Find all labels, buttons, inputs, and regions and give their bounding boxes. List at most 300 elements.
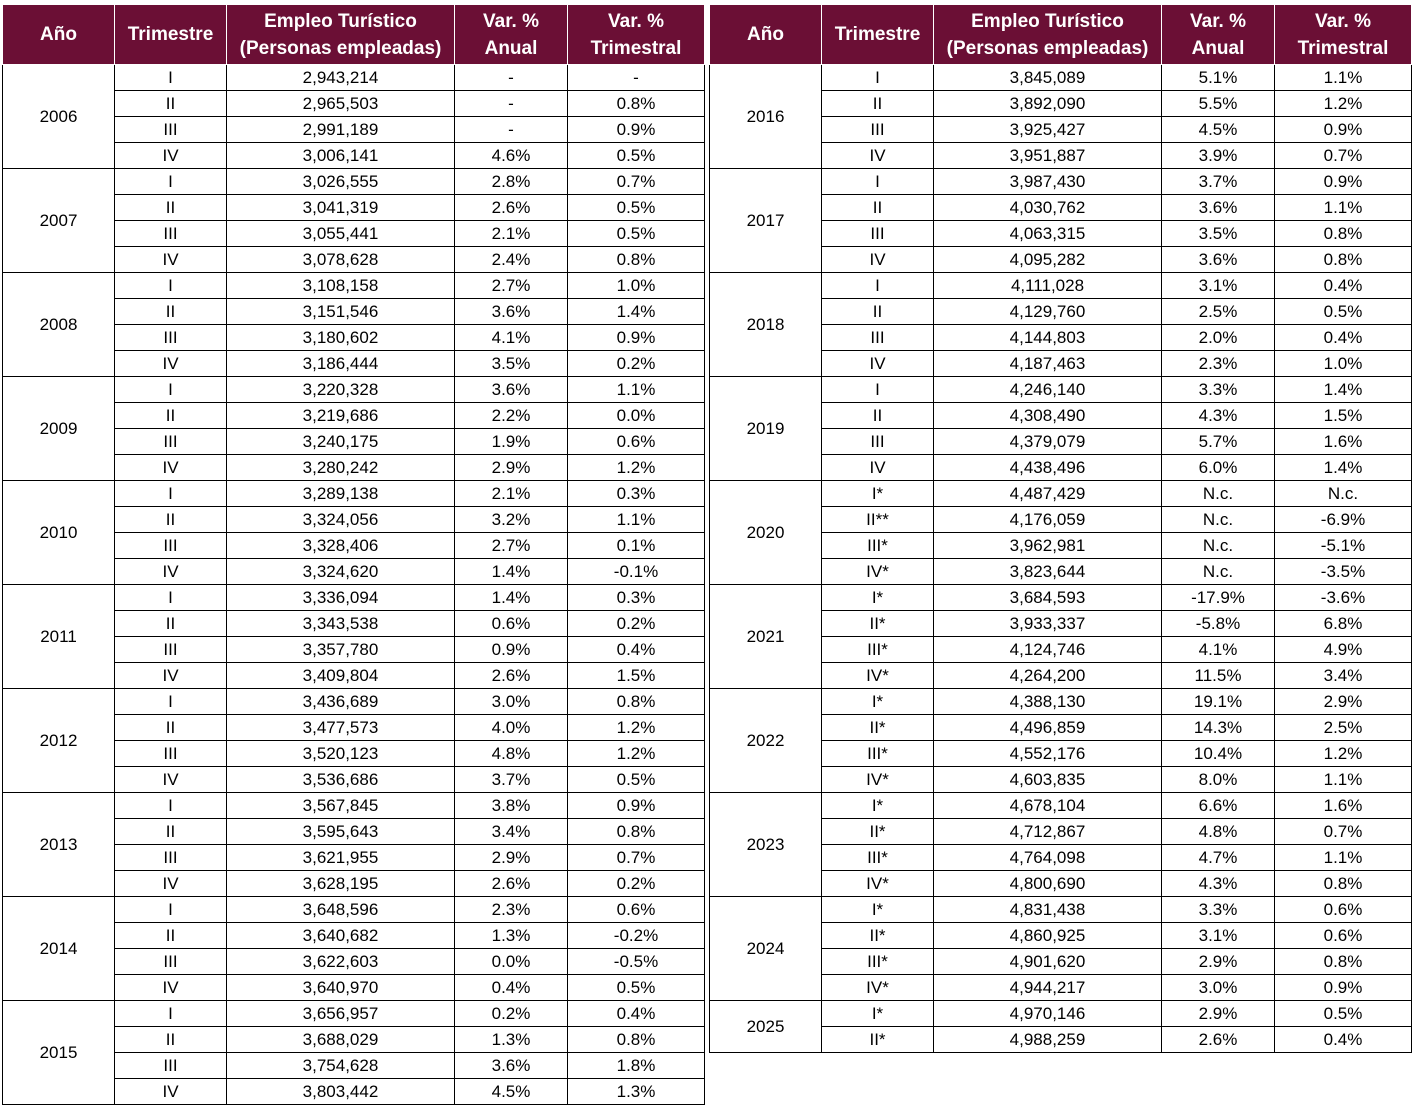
table-row	[3, 689, 705, 715]
employment-cell: 3,151,546	[227, 299, 455, 325]
employment-cell: 4,308,490	[934, 403, 1162, 429]
annual-change-cell: 4.5%	[1162, 117, 1275, 143]
annual-change-cell: 3.5%	[455, 351, 568, 377]
annual-change-cell: 3.1%	[1162, 923, 1275, 949]
employment-cell: 3,987,430	[934, 169, 1162, 195]
year-cell: 2009	[3, 377, 115, 481]
quarterly-change-cell: 0.1%	[568, 533, 705, 559]
employment-cell: 3,409,804	[227, 663, 455, 689]
header-year-label: Año	[747, 24, 784, 45]
quarterly-change-cell: 1.2%	[1275, 741, 1412, 767]
quarter-cell: I	[115, 65, 227, 91]
quarter-cell: IV	[115, 871, 227, 897]
employment-cell: 4,603,835	[934, 767, 1162, 793]
employment-cell: 3,962,981	[934, 533, 1162, 559]
quarterly-change-cell: 0.4%	[568, 637, 705, 663]
year-cell: 2020	[710, 481, 822, 585]
quarterly-change-cell: 1.5%	[568, 663, 705, 689]
quarter-cell: II*	[822, 923, 934, 949]
header-annual-change	[455, 5, 568, 65]
table-row	[710, 585, 1412, 611]
table-row	[710, 65, 1412, 91]
annual-change-cell: 2.1%	[455, 221, 568, 247]
annual-change-cell: 8.0%	[1162, 767, 1275, 793]
quarterly-change-cell: 1.1%	[1275, 195, 1412, 221]
header-quarter-label: Trimestre	[127, 24, 214, 45]
quarter-cell: IV	[115, 975, 227, 1001]
employment-cell: 3,240,175	[227, 429, 455, 455]
quarter-cell: II*	[822, 819, 934, 845]
quarter-cell: I	[822, 377, 934, 403]
quarterly-change-cell: 0.6%	[1275, 923, 1412, 949]
quarterly-change-cell: 0.5%	[568, 767, 705, 793]
quarter-cell: II	[115, 819, 227, 845]
quarter-cell: II	[822, 91, 934, 117]
table-row	[3, 1001, 705, 1027]
quarterly-change-cell: 3.4%	[1275, 663, 1412, 689]
annual-change-cell: 0.2%	[455, 1001, 568, 1027]
employment-cell: 4,388,130	[934, 689, 1162, 715]
header-quarterly-line2: Trimestral	[590, 37, 682, 59]
year-cell: 2013	[3, 793, 115, 897]
employment-cell: 4,678,104	[934, 793, 1162, 819]
quarterly-change-cell: 0.9%	[568, 793, 705, 819]
employment-cell: 3,536,686	[227, 767, 455, 793]
employment-cell: 4,901,620	[934, 949, 1162, 975]
employment-cell: 4,988,259	[934, 1027, 1162, 1053]
quarter-cell: II*	[822, 1027, 934, 1053]
quarter-cell: IV*	[822, 663, 934, 689]
annual-change-cell: 0.0%	[455, 949, 568, 975]
quarterly-change-cell: N.c.	[1275, 481, 1412, 507]
quarterly-change-cell: 0.8%	[568, 247, 705, 273]
employment-cell: 3,220,328	[227, 377, 455, 403]
employment-cell: 4,129,760	[934, 299, 1162, 325]
header-annual-line1: Var. %	[483, 10, 539, 32]
year-cell: 2016	[710, 65, 822, 169]
year-cell: 2023	[710, 793, 822, 897]
quarterly-change-cell: -6.9%	[1275, 507, 1412, 533]
quarterly-change-cell: 0.2%	[568, 871, 705, 897]
employment-cell: 2,991,189	[227, 117, 455, 143]
quarter-cell: III*	[822, 741, 934, 767]
quarter-cell: III*	[822, 949, 934, 975]
header-row	[3, 5, 705, 65]
annual-change-cell: 5.5%	[1162, 91, 1275, 117]
quarter-cell: I	[115, 793, 227, 819]
annual-change-cell: 2.1%	[455, 481, 568, 507]
employment-cell: 4,264,200	[934, 663, 1162, 689]
annual-change-cell: 2.2%	[455, 403, 568, 429]
quarter-cell: III	[822, 429, 934, 455]
annual-change-cell: 4.5%	[455, 1079, 568, 1105]
year-cell: 2022	[710, 689, 822, 793]
header-quarterly-line2: Trimestral	[1297, 37, 1389, 59]
quarterly-change-cell: 0.5%	[568, 975, 705, 1001]
quarter-cell: II	[115, 91, 227, 117]
quarterly-change-cell: 0.2%	[568, 611, 705, 637]
annual-change-cell: 5.7%	[1162, 429, 1275, 455]
annual-change-cell: 3.0%	[1162, 975, 1275, 1001]
header-quarterly-change	[568, 5, 705, 65]
employment-cell: 3,567,845	[227, 793, 455, 819]
quarter-cell: IV	[822, 455, 934, 481]
annual-change-cell: -	[455, 65, 568, 91]
employment-cell: 3,803,442	[227, 1079, 455, 1105]
year-cell: 2019	[710, 377, 822, 481]
employment-cell: 4,187,463	[934, 351, 1162, 377]
employment-cell: 3,754,628	[227, 1053, 455, 1079]
annual-change-cell: -	[455, 91, 568, 117]
year-cell: 2018	[710, 273, 822, 377]
header-annual-line2: Anual	[484, 37, 538, 59]
annual-change-cell: 2.6%	[1162, 1027, 1275, 1053]
quarter-cell: III	[115, 221, 227, 247]
employment-cell: 3,933,337	[934, 611, 1162, 637]
employment-cell: 4,831,438	[934, 897, 1162, 923]
quarterly-change-cell: 1.4%	[1275, 455, 1412, 481]
employment-cell: 4,379,079	[934, 429, 1162, 455]
annual-change-cell: 5.1%	[1162, 65, 1275, 91]
annual-change-cell: 1.3%	[455, 1027, 568, 1053]
annual-change-cell: 4.0%	[455, 715, 568, 741]
employment-cell: 3,595,643	[227, 819, 455, 845]
year-cell: 2017	[710, 169, 822, 273]
quarterly-change-cell: 1.1%	[1275, 845, 1412, 871]
quarterly-change-cell: 0.8%	[568, 91, 705, 117]
table-row	[710, 793, 1412, 819]
employment-cell: 3,684,593	[934, 585, 1162, 611]
quarterly-change-cell: 1.2%	[568, 715, 705, 741]
annual-change-cell: 2.6%	[455, 663, 568, 689]
quarter-cell: IV	[115, 1079, 227, 1105]
header-annual-line2: Anual	[1191, 37, 1245, 59]
quarter-cell: I*	[822, 793, 934, 819]
annual-change-cell: 3.3%	[1162, 377, 1275, 403]
employment-cell: 3,289,138	[227, 481, 455, 507]
header-quarterly-change	[1275, 5, 1412, 65]
quarter-cell: IV	[115, 559, 227, 585]
employment-cell: 3,622,603	[227, 949, 455, 975]
quarterly-change-cell: 0.5%	[568, 195, 705, 221]
header-year-label: Año	[40, 24, 77, 45]
annual-change-cell: -5.8%	[1162, 611, 1275, 637]
quarter-cell: I	[115, 585, 227, 611]
table-row	[3, 585, 705, 611]
employment-cell: 3,055,441	[227, 221, 455, 247]
employment-cell: 3,640,682	[227, 923, 455, 949]
quarter-cell: III	[822, 117, 934, 143]
quarter-cell: I	[115, 897, 227, 923]
year-cell: 2007	[3, 169, 115, 273]
header-quarter-label: Trimestre	[834, 24, 921, 45]
year-cell: 2011	[3, 585, 115, 689]
employment-cell: 3,640,970	[227, 975, 455, 1001]
annual-change-cell: 1.4%	[455, 585, 568, 611]
employment-cell: 3,324,620	[227, 559, 455, 585]
annual-change-cell: 2.4%	[455, 247, 568, 273]
employment-cell: 3,688,029	[227, 1027, 455, 1053]
employment-cell: 4,496,859	[934, 715, 1162, 741]
quarterly-change-cell: 0.5%	[568, 221, 705, 247]
employment-cell: 3,477,573	[227, 715, 455, 741]
quarter-cell: I	[115, 273, 227, 299]
quarter-cell: IV	[115, 143, 227, 169]
annual-change-cell: 3.3%	[1162, 897, 1275, 923]
employment-cell: 3,280,242	[227, 455, 455, 481]
employment-cell: 3,078,628	[227, 247, 455, 273]
header-employment-line1: Empleo Turístico	[971, 10, 1124, 32]
quarter-cell: III	[115, 637, 227, 663]
employment-cell: 3,186,444	[227, 351, 455, 377]
quarter-cell: I*	[822, 1001, 934, 1027]
quarterly-change-cell: 0.6%	[568, 429, 705, 455]
quarter-cell: III	[115, 429, 227, 455]
annual-change-cell: 2.7%	[455, 533, 568, 559]
quarterly-change-cell: 0.6%	[1275, 897, 1412, 923]
annual-change-cell: 19.1%	[1162, 689, 1275, 715]
employment-cell: 3,656,957	[227, 1001, 455, 1027]
employment-cell: 3,648,596	[227, 897, 455, 923]
quarter-cell: II	[115, 715, 227, 741]
annual-change-cell: 2.6%	[455, 871, 568, 897]
quarterly-change-cell: 1.0%	[1275, 351, 1412, 377]
annual-change-cell: 0.9%	[455, 637, 568, 663]
year-cell: 2021	[710, 585, 822, 689]
table-row	[710, 481, 1412, 507]
quarter-cell: II	[115, 1027, 227, 1053]
quarter-cell: I	[822, 65, 934, 91]
annual-change-cell: 11.5%	[1162, 663, 1275, 689]
quarter-cell: I*	[822, 481, 934, 507]
employment-cell: 4,860,925	[934, 923, 1162, 949]
tourism-employment-table-left	[2, 4, 705, 1105]
employment-cell: 3,892,090	[934, 91, 1162, 117]
quarterly-change-cell: -0.2%	[568, 923, 705, 949]
quarterly-change-cell: -3.6%	[1275, 585, 1412, 611]
quarterly-change-cell: 1.1%	[568, 377, 705, 403]
annual-change-cell: 3.0%	[455, 689, 568, 715]
quarter-cell: I	[822, 273, 934, 299]
header-quarterly-line1: Var. %	[608, 10, 664, 32]
annual-change-cell: N.c.	[1162, 533, 1275, 559]
quarterly-change-cell: 0.7%	[1275, 819, 1412, 845]
employment-cell: 4,030,762	[934, 195, 1162, 221]
employment-cell: 4,487,429	[934, 481, 1162, 507]
quarter-cell: III*	[822, 845, 934, 871]
employment-cell: 4,800,690	[934, 871, 1162, 897]
quarter-cell: II	[115, 923, 227, 949]
annual-change-cell: 4.8%	[1162, 819, 1275, 845]
quarterly-change-cell: 1.6%	[1275, 793, 1412, 819]
annual-change-cell: 2.9%	[1162, 949, 1275, 975]
annual-change-cell: N.c.	[1162, 507, 1275, 533]
quarterly-change-cell: 0.9%	[568, 325, 705, 351]
header-employment-line2: (Personas empleadas)	[946, 37, 1149, 59]
quarter-cell: II	[115, 403, 227, 429]
quarterly-change-cell: 0.5%	[1275, 1001, 1412, 1027]
quarter-cell: I	[115, 169, 227, 195]
quarter-cell: I	[115, 481, 227, 507]
annual-change-cell: 4.8%	[455, 741, 568, 767]
employment-cell: 4,246,140	[934, 377, 1162, 403]
annual-change-cell: 3.9%	[1162, 143, 1275, 169]
annual-change-cell: 2.8%	[455, 169, 568, 195]
quarterly-change-cell: 1.0%	[568, 273, 705, 299]
employment-cell: 3,951,887	[934, 143, 1162, 169]
quarterly-change-cell: 1.1%	[1275, 767, 1412, 793]
quarterly-change-cell: 0.6%	[568, 897, 705, 923]
quarterly-change-cell: 1.2%	[568, 455, 705, 481]
quarter-cell: III	[115, 117, 227, 143]
quarterly-change-cell: 2.5%	[1275, 715, 1412, 741]
quarter-cell: II	[115, 299, 227, 325]
quarterly-change-cell: 0.2%	[568, 351, 705, 377]
table-row	[3, 481, 705, 507]
employment-cell: 3,823,644	[934, 559, 1162, 585]
annual-change-cell: 2.7%	[455, 273, 568, 299]
quarter-cell: IV	[115, 663, 227, 689]
quarter-cell: III	[822, 221, 934, 247]
quarterly-change-cell: 0.3%	[568, 585, 705, 611]
quarter-cell: I*	[822, 897, 934, 923]
quarter-cell: III	[822, 325, 934, 351]
employment-cell: 3,108,158	[227, 273, 455, 299]
quarterly-change-cell: 0.4%	[1275, 1027, 1412, 1053]
annual-change-cell: 2.9%	[455, 845, 568, 871]
annual-change-cell: 3.7%	[1162, 169, 1275, 195]
quarter-cell: III	[115, 533, 227, 559]
header-employment-line1: Empleo Turístico	[264, 10, 417, 32]
table-row	[3, 169, 705, 195]
employment-cell: 3,026,555	[227, 169, 455, 195]
quarterly-change-cell: 1.4%	[1275, 377, 1412, 403]
quarterly-change-cell: 1.2%	[568, 741, 705, 767]
quarterly-change-cell: 0.8%	[568, 1027, 705, 1053]
employment-cell: 4,124,746	[934, 637, 1162, 663]
quarterly-change-cell: 0.5%	[1275, 299, 1412, 325]
annual-change-cell: 10.4%	[1162, 741, 1275, 767]
annual-change-cell: 2.9%	[455, 455, 568, 481]
quarterly-change-cell: 0.0%	[568, 403, 705, 429]
annual-change-cell: 2.5%	[1162, 299, 1275, 325]
quarter-cell: I	[115, 377, 227, 403]
quarterly-change-cell: 1.4%	[568, 299, 705, 325]
quarter-cell: III*	[822, 637, 934, 663]
quarterly-change-cell: 0.8%	[1275, 949, 1412, 975]
quarterly-change-cell: 0.9%	[568, 117, 705, 143]
table-left-body	[3, 65, 705, 1105]
quarterly-change-cell: 0.3%	[568, 481, 705, 507]
annual-change-cell: 3.4%	[455, 819, 568, 845]
header-employment-line2: (Personas empleadas)	[239, 37, 442, 59]
annual-change-cell: 6.6%	[1162, 793, 1275, 819]
annual-change-cell: 4.7%	[1162, 845, 1275, 871]
header-quarter	[822, 5, 934, 65]
employment-cell: 3,520,123	[227, 741, 455, 767]
table-row	[710, 1001, 1412, 1027]
annual-change-cell: 4.6%	[455, 143, 568, 169]
quarterly-change-cell: 0.4%	[1275, 273, 1412, 299]
annual-change-cell: 3.6%	[455, 299, 568, 325]
quarter-cell: II	[115, 507, 227, 533]
year-cell: 2010	[3, 481, 115, 585]
employment-cell: 4,111,028	[934, 273, 1162, 299]
quarter-cell: IV	[115, 247, 227, 273]
quarterly-change-cell: -5.1%	[1275, 533, 1412, 559]
annual-change-cell: N.c.	[1162, 481, 1275, 507]
annual-change-cell: 3.5%	[1162, 221, 1275, 247]
employment-cell: 4,095,282	[934, 247, 1162, 273]
quarter-cell: II*	[822, 611, 934, 637]
quarter-cell: I	[115, 689, 227, 715]
table-row	[3, 897, 705, 923]
employment-cell: 2,943,214	[227, 65, 455, 91]
quarter-cell: IV*	[822, 767, 934, 793]
quarter-cell: III	[115, 845, 227, 871]
quarter-cell: III*	[822, 533, 934, 559]
employment-cell: 4,970,146	[934, 1001, 1162, 1027]
annual-change-cell: 4.1%	[455, 325, 568, 351]
header-annual-line1: Var. %	[1190, 10, 1246, 32]
quarterly-change-cell: -0.5%	[568, 949, 705, 975]
quarterly-change-cell: 0.8%	[568, 819, 705, 845]
quarterly-change-cell: 1.3%	[568, 1079, 705, 1105]
quarterly-change-cell: 0.7%	[1275, 143, 1412, 169]
employment-cell: 3,357,780	[227, 637, 455, 663]
year-cell: 2006	[3, 65, 115, 169]
employment-cell: 4,944,217	[934, 975, 1162, 1001]
year-cell: 2015	[3, 1001, 115, 1105]
quarterly-change-cell: 2.9%	[1275, 689, 1412, 715]
employment-cell: 3,324,056	[227, 507, 455, 533]
quarter-cell: I	[115, 1001, 227, 1027]
annual-change-cell: 0.6%	[455, 611, 568, 637]
quarter-cell: IV	[822, 351, 934, 377]
annual-change-cell: 2.3%	[455, 897, 568, 923]
employment-cell: 3,041,319	[227, 195, 455, 221]
employment-cell: 4,438,496	[934, 455, 1162, 481]
quarter-cell: II	[822, 195, 934, 221]
quarterly-change-cell: 6.8%	[1275, 611, 1412, 637]
quarterly-change-cell: 1.8%	[568, 1053, 705, 1079]
quarter-cell: II	[822, 403, 934, 429]
employment-cell: 2,965,503	[227, 91, 455, 117]
employment-cell: 3,343,538	[227, 611, 455, 637]
annual-change-cell: 3.8%	[455, 793, 568, 819]
quarterly-change-cell: 0.9%	[1275, 975, 1412, 1001]
header-row	[710, 5, 1412, 65]
employment-cell: 3,328,406	[227, 533, 455, 559]
annual-change-cell: 0.4%	[455, 975, 568, 1001]
quarterly-change-cell: 1.5%	[1275, 403, 1412, 429]
quarter-cell: II	[115, 611, 227, 637]
header-employment	[227, 5, 455, 65]
quarterly-change-cell: 1.1%	[568, 507, 705, 533]
quarterly-change-cell: 0.4%	[568, 1001, 705, 1027]
quarterly-change-cell: 0.4%	[1275, 325, 1412, 351]
quarter-cell: III	[115, 325, 227, 351]
quarter-cell: II	[115, 195, 227, 221]
header-quarter	[115, 5, 227, 65]
table-row	[3, 65, 705, 91]
annual-change-cell: 3.6%	[455, 377, 568, 403]
quarter-cell: II**	[822, 507, 934, 533]
annual-change-cell: N.c.	[1162, 559, 1275, 585]
table-row	[3, 273, 705, 299]
quarter-cell: IV*	[822, 559, 934, 585]
quarterly-change-cell: 0.5%	[568, 143, 705, 169]
